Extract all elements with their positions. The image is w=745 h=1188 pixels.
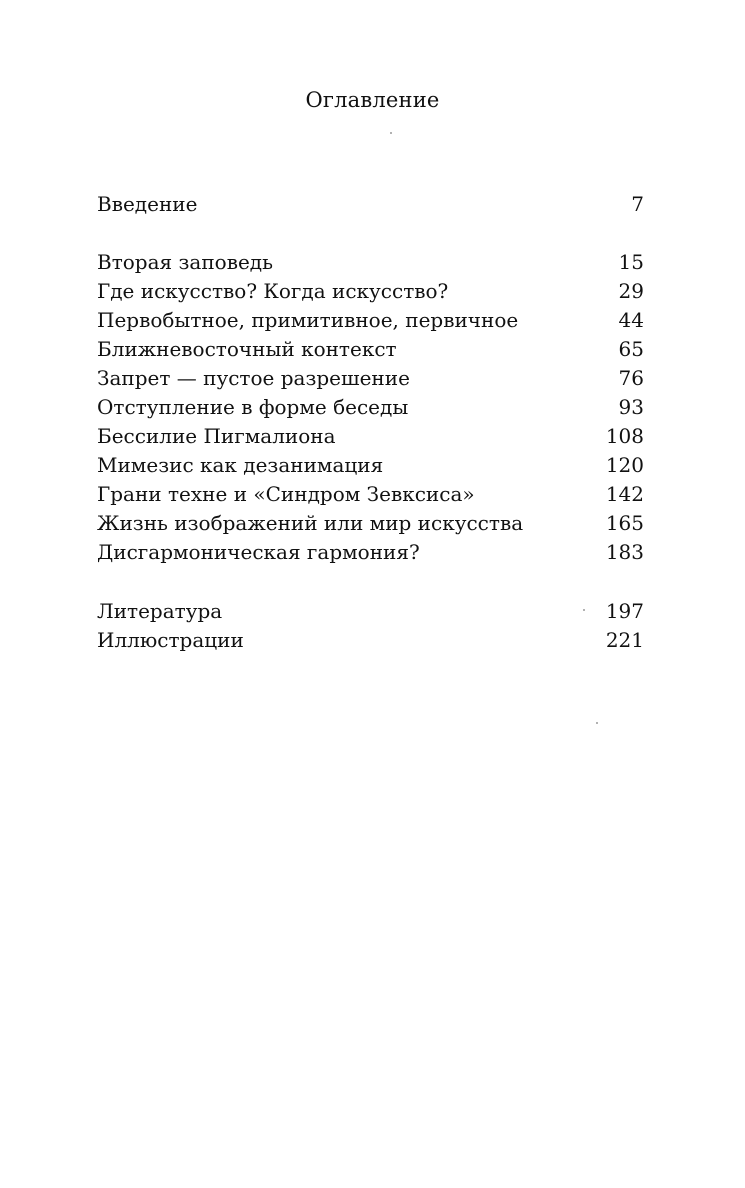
- toc-entry: [97, 480, 644, 509]
- toc-entry-page: 7: [631, 192, 644, 216]
- toc-entry-page: 29: [618, 279, 644, 303]
- toc-entry-label: Литература: [97, 599, 223, 623]
- toc-entry-label: Жизнь изображений или мир искусства: [97, 511, 524, 535]
- toc-title: Оглавление: [305, 88, 440, 112]
- toc-entry-page: 197: [605, 599, 644, 623]
- toc-entry: [97, 190, 644, 219]
- toc-entry: [97, 306, 644, 335]
- toc-entry-label: Грани техне и «Синдром Зевксиса»: [97, 482, 475, 506]
- toc-back-matter-section: [97, 597, 644, 655]
- toc-entry: [97, 364, 644, 393]
- toc-entry-label: Отступление в форме беседы: [97, 395, 409, 419]
- toc-entry-label: Дисгармоническая гармония?: [97, 540, 420, 564]
- toc-entry-label: Первобытное, примитивное, первичное: [97, 308, 519, 332]
- toc-entry-page: 120: [605, 453, 644, 477]
- toc-entry-label: Запрет — пустое разрешение: [97, 366, 410, 390]
- toc-entry-label: Бессилие Пигмалиона: [97, 424, 336, 448]
- toc-entry-label: Вторая заповедь: [97, 250, 274, 274]
- toc-entry-label: Мимезис как дезанимация: [97, 453, 384, 477]
- toc-entry-page: 65: [618, 337, 644, 361]
- toc-entry: [97, 422, 644, 451]
- toc-entry-label: Ближневосточный контекст: [97, 337, 397, 361]
- toc-chapters-section: [97, 248, 644, 567]
- toc-entry-page: 183: [605, 540, 644, 564]
- toc-entry-page: 44: [618, 308, 644, 332]
- toc-entry: [97, 451, 644, 480]
- toc-entry-page: 221: [605, 628, 644, 652]
- toc-intro-section: [97, 190, 644, 219]
- toc-entry-label: Иллюстрации: [97, 628, 244, 652]
- toc-entry-page: 108: [605, 424, 644, 448]
- toc-entry: [97, 248, 644, 277]
- toc-entry-page: 142: [605, 482, 644, 506]
- toc-entry-page: 93: [618, 395, 644, 419]
- toc-entry: [97, 393, 644, 422]
- toc-entry-page: 76: [618, 366, 644, 390]
- toc-entry: [97, 626, 644, 655]
- print-speck: [390, 132, 392, 134]
- toc-entry: [97, 538, 644, 567]
- toc-entry: [97, 509, 644, 538]
- print-speck: [583, 609, 585, 611]
- toc-entry: [97, 597, 644, 626]
- toc-entry-page: 165: [605, 511, 644, 535]
- toc-entry: [97, 277, 644, 306]
- toc-entry: [97, 335, 644, 364]
- toc-entry-page: 15: [618, 250, 644, 274]
- print-speck: [596, 722, 598, 724]
- toc-entry-label: Введение: [97, 192, 198, 216]
- toc-entry-label: Где искусство? Когда искусство?: [97, 279, 449, 303]
